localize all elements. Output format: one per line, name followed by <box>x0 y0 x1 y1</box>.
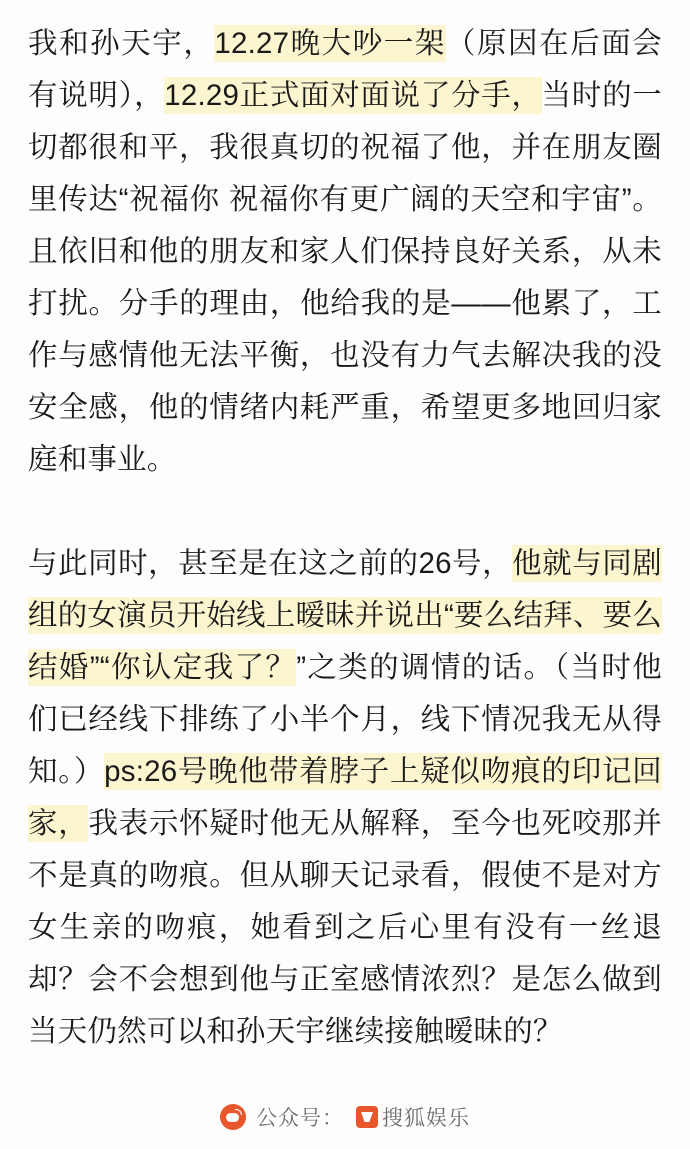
highlighted-text-run: 12.27晚大吵一架 <box>214 27 446 60</box>
footer-label: 公众号： <box>256 1107 344 1130</box>
highlighted-text-run: ps:26号晚他带着脖子上疑似吻痕的印记回家， <box>28 755 662 840</box>
sohu-logo-icon <box>356 1106 378 1128</box>
weibo-icon <box>220 1104 246 1130</box>
text-run: 我和孙天宇， <box>28 27 215 60</box>
text-run: ”之类的调情的话。（当时他们已经线下排练了小半个月，线下情况我无从得知。） <box>28 651 662 788</box>
text-run: 当时的一切都很和平，我很真切的祝福了他，并在朋友圈里传达“祝福你 祝福你有更广阔的天空和宇宙”。且依旧和他的朋友和家人们保持良好关系，从未打扰。分手的理由，他给我的是——他累了，工作与感情他无法平衡，也没有力气去解决我的没安全感，他的情绪内耗严重，希望更多地回归家庭和事业。 <box>28 79 662 476</box>
highlighted-text-run: 他就与同剧组的女演员开始线上暧昧并说出“要么结拜、要么结婚”“你认定我了？ <box>28 547 662 684</box>
text-run: 我表示怀疑时他无从解释，至今也死咬那并不是真的吻痕。但从聊天记录看，假使不是对方女生亲的吻痕，她看到之后心里有没有一丝退却？会不会想到他与正室感情浓烈？是怎么做到当天仍然可以和孙天宇继续接触暧昧的？ <box>28 807 662 1048</box>
text-run: 与此同时，甚至是在这之前的26号， <box>28 547 513 580</box>
paragraph-2 <box>28 538 662 1058</box>
page-footer <box>0 1057 690 1149</box>
highlighted-text-run: 12.29正式面对面说了分手， <box>164 79 542 112</box>
paragraph-1 <box>28 18 662 486</box>
footer-bar <box>0 1085 690 1149</box>
footer-brand-group <box>356 1102 470 1132</box>
text-run: （原因在后面会有说明）， <box>28 27 662 112</box>
footer-brand-name: 搜狐娱乐 <box>382 1107 470 1130</box>
